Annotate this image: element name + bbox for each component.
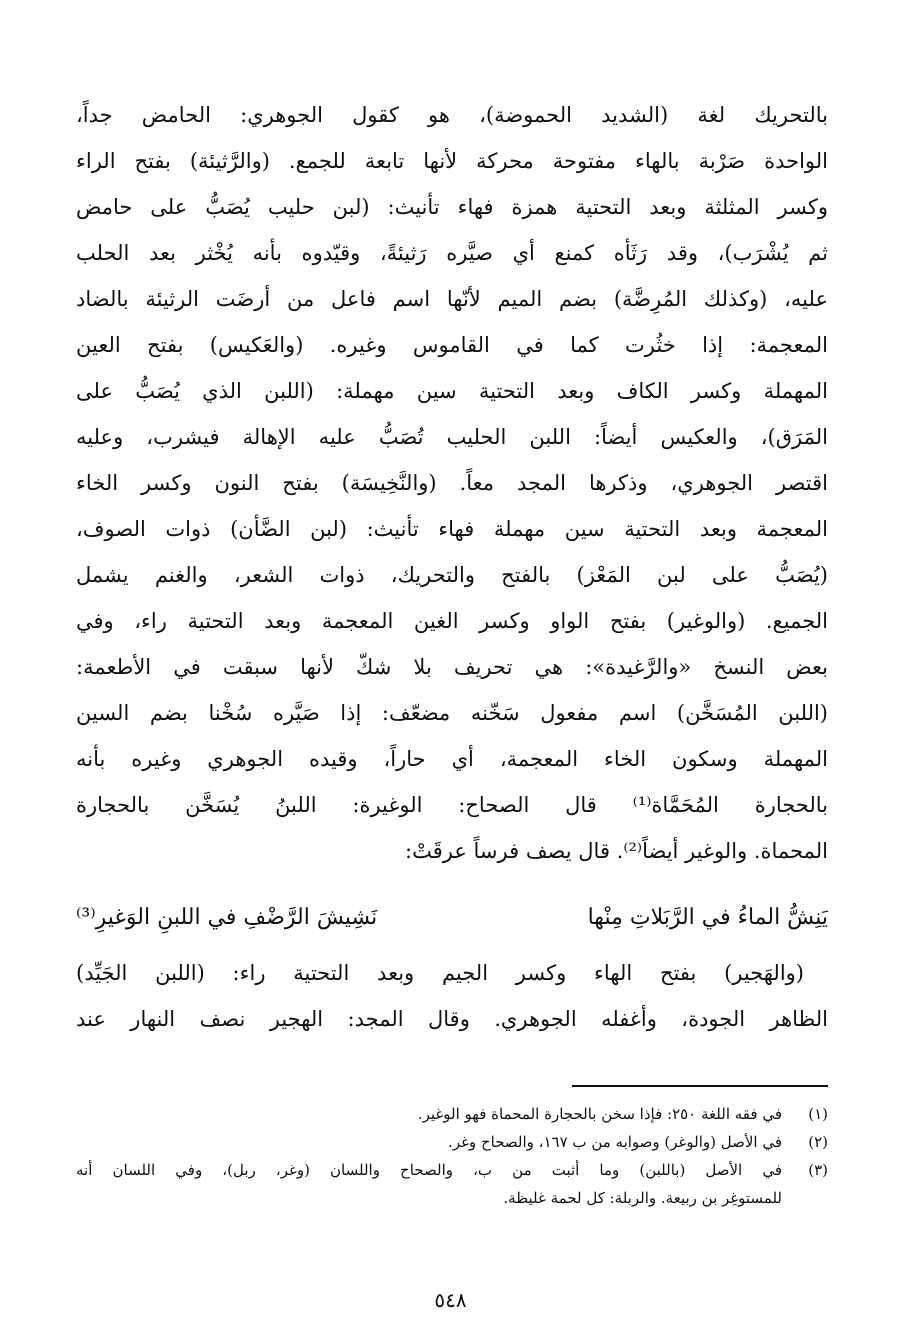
verse-second-hemistich: نَشِيشَ الرَّضْفِ في اللبنِ الوَغيرِ⁽³⁾ xyxy=(76,905,378,930)
footnote-number: (٣) xyxy=(808,1161,828,1179)
footnote-text xyxy=(76,1128,782,1156)
text-line: الواحدة صَرْبة بالهاء مفتوحة محركة لأنها تابعة للجمع. (والرَّثيئة) بفتح الراء xyxy=(76,149,828,173)
text-line: عليه، (وكذلك المُرِضَّة) بضم الميم لأنّها اسم فاعل من أرضَت الرثيئة بالضاد xyxy=(76,287,828,311)
footnote-item xyxy=(76,1128,828,1156)
text-line: بعض النسخ «والرَّغيدة»: هي تحريف بلا شكّ لأنها سبقت في الأطعمة: xyxy=(76,655,828,679)
footnote-line: في الأصل (باللبن) وما أثبت من ب، والصحاح واللسان (وغر، ربل)، وفي اللسان أنه xyxy=(76,1161,782,1179)
text-line: المهملة وكسر الكاف وبعد التحتية سين مهملة: (اللبن الذي يُصَبُّ على xyxy=(76,379,828,403)
footnote-text xyxy=(76,1100,782,1128)
page-number: ٥٤٨ xyxy=(434,1288,467,1312)
footnote-separator xyxy=(572,1085,828,1087)
text-line: (والهَجير) بفتح الهاء وكسر الجيم وبعد التحتية راء: (اللبن الجَيِّد) xyxy=(76,961,804,985)
text-line: المهملة وسكون الخاء المعجمة، أي حاراً، وقيده الجوهري وغيره بأنه xyxy=(76,747,828,771)
text-line: بالحجارة المُحَمَّاة⁽¹⁾ قال الصحاح: الوغيرة: اللبنُ يُسَخَّن بالحجارة xyxy=(76,793,828,817)
text-line: وكسر المثلثة وبعد التحتية همزة فهاء تأنيث: (لبن حليب يُصَبُّ على حامض xyxy=(76,195,828,219)
text-line: ثم يُشْرَب)، وقد رَثَأه كمنع أي صيَّره رَثيئةً، وقيّدوه بأنه يُخْثر بعد الحلب xyxy=(76,241,828,265)
main-text-block xyxy=(76,92,828,874)
poetry-verse xyxy=(76,888,828,948)
verse-first-hemistich: يَنِشُّ الماءُ في الرَّبَلاتِ مِنْها xyxy=(587,905,828,930)
footnote-number: (٢) xyxy=(808,1133,828,1151)
text-line: المَرَق)، والعكيس أيضاً: اللبن الحليب تُصَبُّ عليه الإهالة فيشرب، وعليه xyxy=(76,425,828,449)
footnote-item xyxy=(76,1100,828,1128)
text-line: الظاهر الجودة، وأغفله الجوهري. وقال المجد: الهجير نصف النهار عند xyxy=(76,1007,828,1031)
text-line: المعجمة: إذا خثُرت كما في القاموس وغيره. (والعَكيس) بفتح العين xyxy=(76,333,828,357)
text-line: بالتحريك لغة (الشديد الحموضة)، هو كقول الجوهري: الحامض جداً، xyxy=(76,103,828,127)
text-line: (اللبن المُسَخَّن) اسم مفعول سَخّنه مضعّف: إذا صَيَّره سُخْنا بضم السين xyxy=(76,701,828,725)
footnote-line: للمستوغِر بن ربيعة. والربلة: كل لحمة غليظة. xyxy=(503,1189,782,1207)
text-line: اقتصر الجوهري، وذكرها المجد معاً. (والنَّخِيسَة) بفتح النون وكسر الخاء xyxy=(76,471,828,495)
footnote-number: (١) xyxy=(808,1105,828,1123)
footnote-text xyxy=(76,1156,782,1212)
text-line: المحماة. والوغير أيضاً⁽²⁾. قال يصف فرساً عرقَتْ: xyxy=(405,839,828,863)
footnote-item xyxy=(76,1156,828,1212)
continuation-text-block xyxy=(76,950,828,1042)
footnote-line: في فقه اللغة ٢٥٠: فإذا سخن بالحجارة المحماة فهو الوغير. xyxy=(417,1105,782,1123)
footnote-line: في الأصل (والوغر) وصوابه من ب ١٦٧، والصحاح وغر. xyxy=(448,1133,782,1151)
footnotes-section xyxy=(76,1100,828,1212)
text-line: المعجمة وبعد التحتية سين مهملة فهاء تأنيث: (لبن الضَّأن) ذوات الصوف، xyxy=(76,517,828,541)
text-line: (يُصَبُّ على لبن المَعْز) بالفتح والتحريك، ذوات الشعر، والغنم يشمل xyxy=(76,563,828,587)
text-line: الجميع. (والوغير) بفتح الواو وكسر الغين المعجمة وبعد التحتية راء، وفي xyxy=(76,609,828,633)
